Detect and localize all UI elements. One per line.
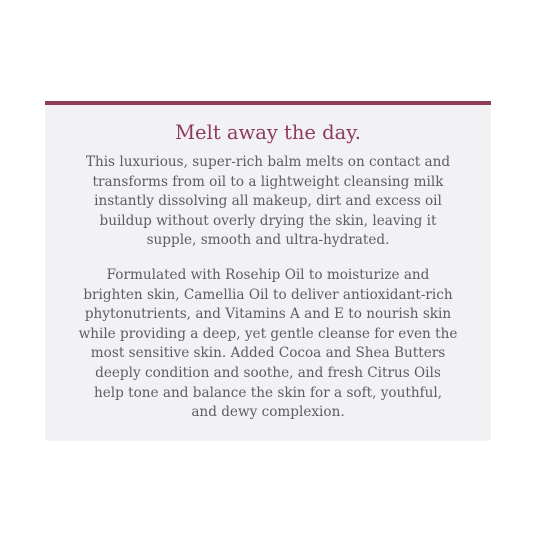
paragraph-line: while providing a deep, yet gentle cleanse for even the [78,325,458,342]
paragraph-line: most sensitive skin. Added Cocoa and Shea Butters [90,345,446,362]
card-title: Melt away the day. [175,121,361,144]
paragraph-line: supple, smooth and ultra-hydrated. [146,232,390,249]
paragraph-line: instantly dissolving all makeup, dirt and excess oil [94,193,442,210]
paragraph-line: deeply condition and soothe, and fresh Citrus Oils [95,364,441,381]
description-paragraph-2 [55,266,481,423]
paragraph-line: This luxurious, super-rich balm melts on contact and [85,154,451,170]
product-description-card [45,101,491,441]
paragraph-line: phytonutrients, and Vitamins A and E to nourish skin [84,306,452,323]
paragraph-line: and dewy complexion. [191,404,345,421]
paragraph-line: help tone and balance the skin for a soft, youthful, [93,384,443,401]
description-paragraph-1 [55,153,481,251]
paragraph-line: transforms from oil to a lightweight cleansing milk [92,173,444,190]
paragraph-line: Formulated with Rosehip Oil to moisturize and [106,266,430,283]
paragraph-line: buildup without overly drying the skin, leaving it [99,212,437,229]
paragraph-line: brighten skin, Camellia Oil to deliver antioxidant-rich [83,286,453,303]
